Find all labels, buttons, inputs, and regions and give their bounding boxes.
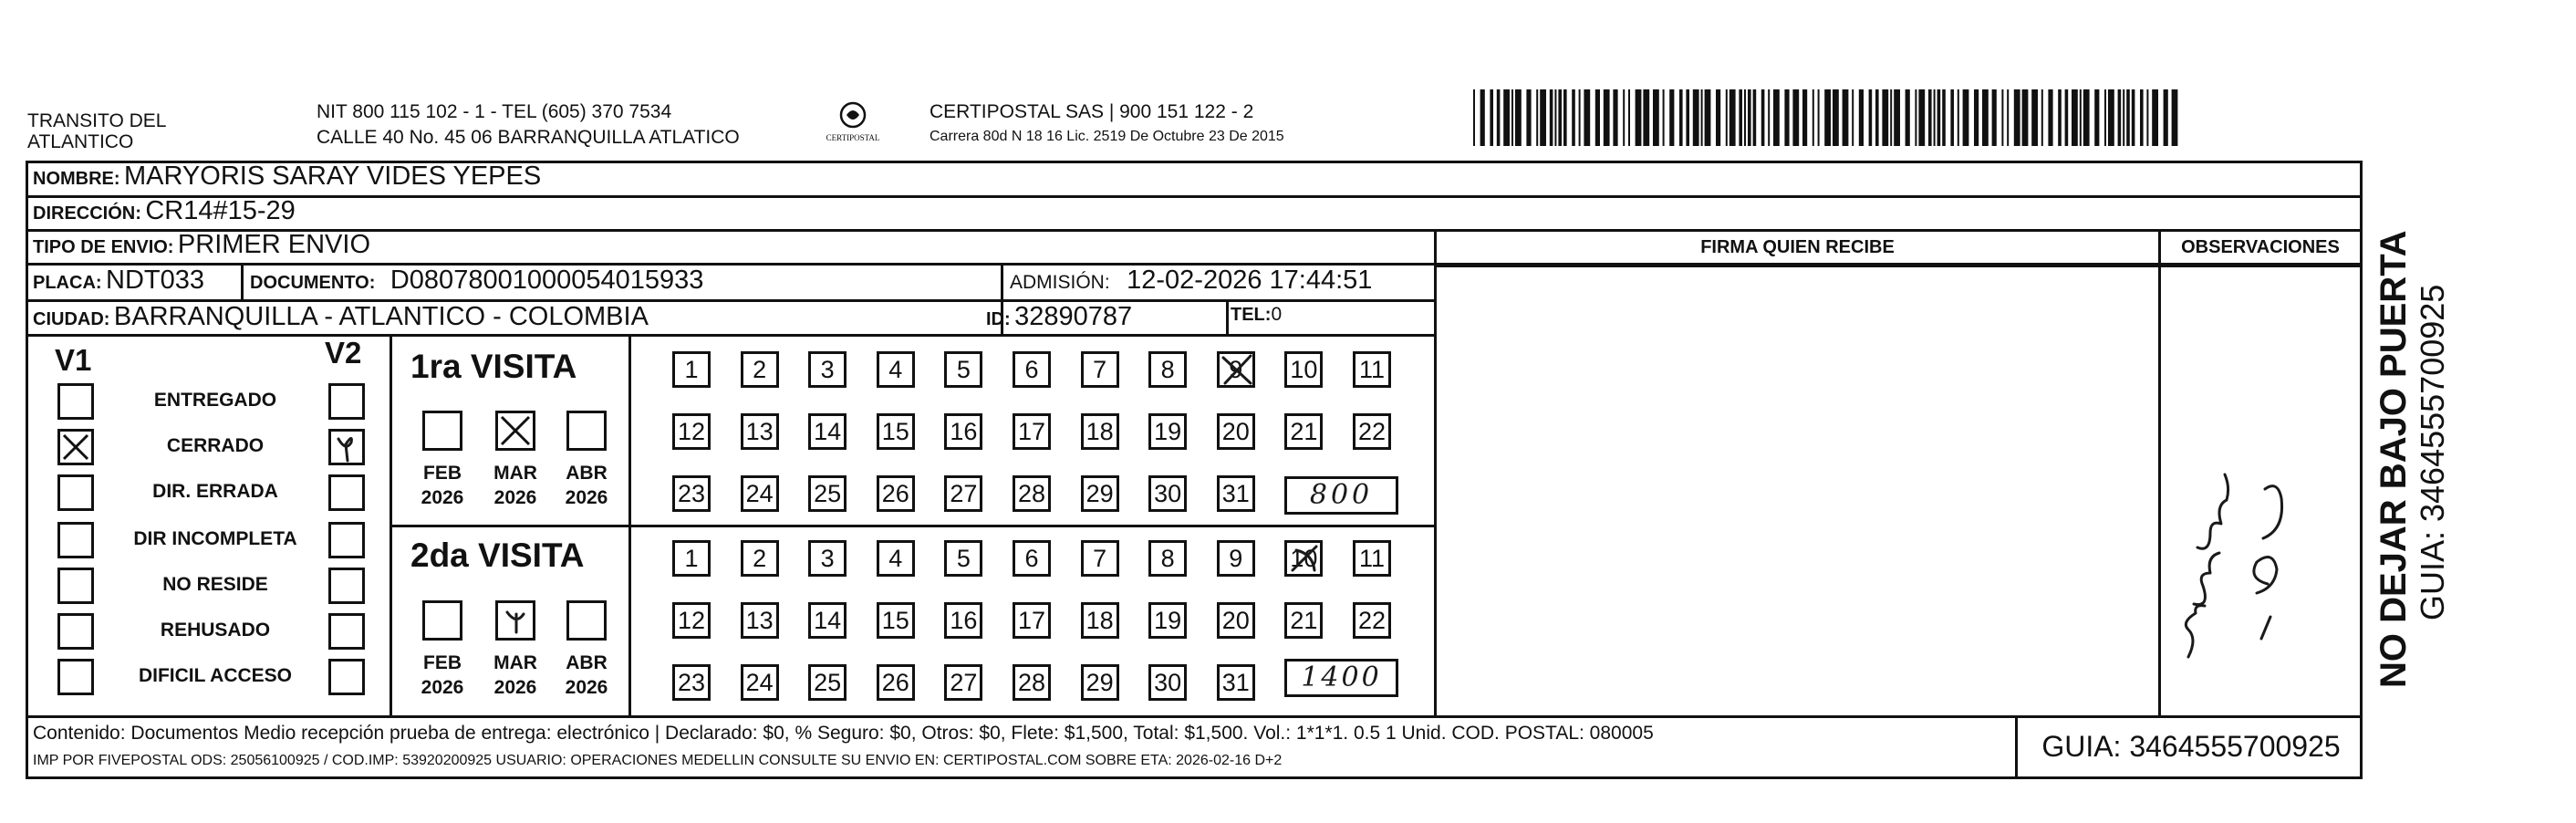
month-label: ABR 2026 [565,652,608,698]
day-cell[interactable]: 23 [672,664,711,701]
v2-checkbox[interactable] [328,568,365,604]
month-checkbox[interactable] [422,600,462,641]
month-checkbox[interactable] [566,411,607,451]
status-option-label: NO RESIDE [162,574,268,595]
day-cell[interactable]: 12 [672,413,711,450]
day-cell[interactable]: 24 [741,664,779,701]
day-cell[interactable]: 20 [1217,602,1255,639]
day-cell[interactable]: 31 [1217,475,1255,512]
month-label: FEB 2026 [421,652,464,698]
day-cell[interactable]: 10 [1284,351,1323,388]
first-visit-title: 1ra VISITA [410,348,577,385]
status-option-label: CERRADO [166,435,265,456]
v2-label: V2 [325,336,362,370]
side-warning: NO DEJAR BAJO PUERTA [2373,230,2414,688]
day-cell[interactable]: 3 [808,540,847,577]
second-visit-title: 2da VISITA [410,537,585,574]
day-cell[interactable]: 1 [672,351,711,388]
day-cell[interactable]: 7 [1081,351,1119,388]
placa-field: PLACA: NDT033 [33,266,204,295]
v2-checkbox[interactable] [328,613,365,650]
day-cell[interactable]: 6 [1013,351,1051,388]
v2-checkbox[interactable] [328,474,365,511]
day-cell[interactable]: 25 [808,475,847,512]
day-cell[interactable]: 16 [944,413,982,450]
day-cell[interactable]: 8 [1148,540,1187,577]
day-cell[interactable]: 13 [741,602,779,639]
status-option-label: DIR. ERRADA [152,481,278,502]
day-cell[interactable]: 17 [1013,602,1051,639]
month-label: MAR 2026 [493,463,537,508]
second-visit-time: 1400 [1284,659,1398,697]
day-cell[interactable]: 19 [1148,413,1187,450]
v2-checkbox[interactable] [328,429,365,465]
tel-field: TEL:0 [1231,304,1283,325]
day-cell[interactable]: 27 [944,475,982,512]
day-cell[interactable]: 28 [1013,475,1051,512]
v2-checkbox[interactable] [328,659,365,695]
month-checkbox[interactable] [566,600,607,641]
v2-checkbox[interactable] [328,383,365,420]
v1-checkbox[interactable] [57,659,94,695]
day-cell[interactable]: 30 [1148,475,1187,512]
day-cell[interactable]: 22 [1353,413,1391,450]
month-checkbox[interactable] [495,411,535,451]
day-cell[interactable]: 15 [877,413,915,450]
ciudad-field: CIUDAD: BARRANQUILLA - ATLANTICO - COLOMBIA [33,302,649,331]
status-option-label: ENTREGADO [153,390,277,411]
day-cell[interactable]: 12 [672,602,711,639]
day-cell[interactable]: 26 [877,664,915,701]
v1-checkbox[interactable] [57,429,94,465]
day-cell[interactable]: 19 [1148,602,1187,639]
month-checkbox[interactable] [422,411,462,451]
day-cell[interactable]: 11 [1353,351,1391,388]
day-cell[interactable]: 2 [741,540,779,577]
barcode-icon [1473,89,2185,146]
imp-line: IMP POR FIVEPOSTAL ODS: 25056100925 / COD.IMP: 53920200925 USUARIO: OPERACIONES MEDELLIN CONSULTE SU ENVIO EN: CERTIPOSTAL.COM SOBRE ETA: 2026-02-16 D+2 [33,753,1283,768]
certipostal-logo-icon [816,100,889,150]
v1-checkbox[interactable] [57,613,94,650]
v1-label: V1 [55,343,92,377]
day-cell[interactable]: 4 [877,540,915,577]
status-option-label: DIFICIL ACCESO [138,665,292,686]
v2-checkbox[interactable] [328,522,365,558]
v1-checkbox[interactable] [57,383,94,420]
status-option-label: REHUSADO [160,620,271,641]
direccion-field: DIRECCIÓN: CR14#15-29 [33,196,296,225]
handwritten-observation [2161,365,2360,666]
day-cell[interactable]: 18 [1081,413,1119,450]
day-cell[interactable]: 7 [1081,540,1119,577]
month-label: ABR 2026 [565,463,608,508]
day-cell[interactable]: 2 [741,351,779,388]
day-cell[interactable]: 25 [808,664,847,701]
svg-text:CERTIPOSTAL: CERTIPOSTAL [826,133,880,142]
tipo-envio-field: TIPO DE ENVIO: PRIMER ENVIO [33,230,371,259]
id-field: ID: 32890787 [986,302,1133,331]
nombre-field: NOMBRE: MARYORIS SARAY VIDES YEPES [33,161,542,191]
guia-footer: GUIA: 3464555700925 [2041,730,2341,763]
day-cell[interactable]: 27 [944,664,982,701]
day-cell[interactable]: 8 [1148,351,1187,388]
month-checkbox[interactable] [495,600,535,641]
day-cell[interactable]: 22 [1353,602,1391,639]
day-cell[interactable]: 23 [672,475,711,512]
day-cell[interactable]: 6 [1013,540,1051,577]
v1-checkbox[interactable] [57,474,94,511]
day-cell[interactable]: 14 [808,602,847,639]
day-cell[interactable]: 9 [1217,540,1255,577]
day-cell[interactable]: 29 [1081,664,1119,701]
day-cell[interactable]: 31 [1217,664,1255,701]
day-cell[interactable]: 9 [1217,351,1255,388]
courier-info: CERTIPOSTAL SAS | 900 151 122 - 2 Carrera 80d N 18 16 Lic. 2519 De Octubre 23 De 2015 [930,101,1284,144]
day-cell[interactable]: 1 [672,540,711,577]
side-guia: GUIA: 3464555700925 [2414,284,2451,620]
day-cell[interactable]: 29 [1081,475,1119,512]
sender-contact: NIT 800 115 102 - 1 - TEL (605) 370 7534 CALLE 40 No. 45 06 BARRANQUILLA ATLATICO [317,101,740,148]
day-cell[interactable]: 28 [1013,664,1051,701]
month-label: FEB 2026 [421,463,464,508]
documento-field: DOCUMENTO: D08078001000054015933 [250,266,704,295]
sender-name: TRANSITO DEL ATLANTICO [27,110,167,152]
contenido-line: Contenido: Documentos Medio recepción prueba de entrega: electrónico | Declarado: $0, % Seguro: $0, Otros: $0, Flete: $1,500, Total: $1,500. Vol.: 1*1*1. 0.5 1 Unid. COD. POSTAL: 080005 [33,723,1654,744]
v1-checkbox[interactable] [57,568,94,604]
day-cell[interactable]: 14 [808,413,847,450]
day-cell[interactable]: 10 [1284,540,1323,577]
day-cell[interactable]: 24 [741,475,779,512]
status-option-label: DIR INCOMPLETA [133,528,297,549]
day-cell[interactable]: 17 [1013,413,1051,450]
day-cell[interactable]: 5 [944,540,982,577]
day-cell[interactable]: 20 [1217,413,1255,450]
day-cell[interactable]: 3 [808,351,847,388]
month-label: MAR 2026 [493,652,537,698]
day-cell[interactable]: 15 [877,602,915,639]
day-cell[interactable]: 11 [1353,540,1391,577]
day-cell[interactable]: 21 [1284,413,1323,450]
v1-checkbox[interactable] [57,522,94,558]
day-cell[interactable]: 18 [1081,602,1119,639]
firma-header: FIRMA QUIEN RECIBE [1700,237,1895,257]
day-cell[interactable]: 16 [944,602,982,639]
first-visit-time: 800 [1284,476,1398,515]
admision-field: ADMISIÓN: 12-02-2026 17:44:51 [1010,266,1373,295]
day-cell[interactable]: 26 [877,475,915,512]
day-cell[interactable]: 5 [944,351,982,388]
day-cell[interactable]: 4 [877,351,915,388]
day-cell[interactable]: 13 [741,413,779,450]
day-cell[interactable]: 30 [1148,664,1187,701]
observaciones-header: OBSERVACIONES [2181,237,2340,257]
day-cell[interactable]: 21 [1284,602,1323,639]
